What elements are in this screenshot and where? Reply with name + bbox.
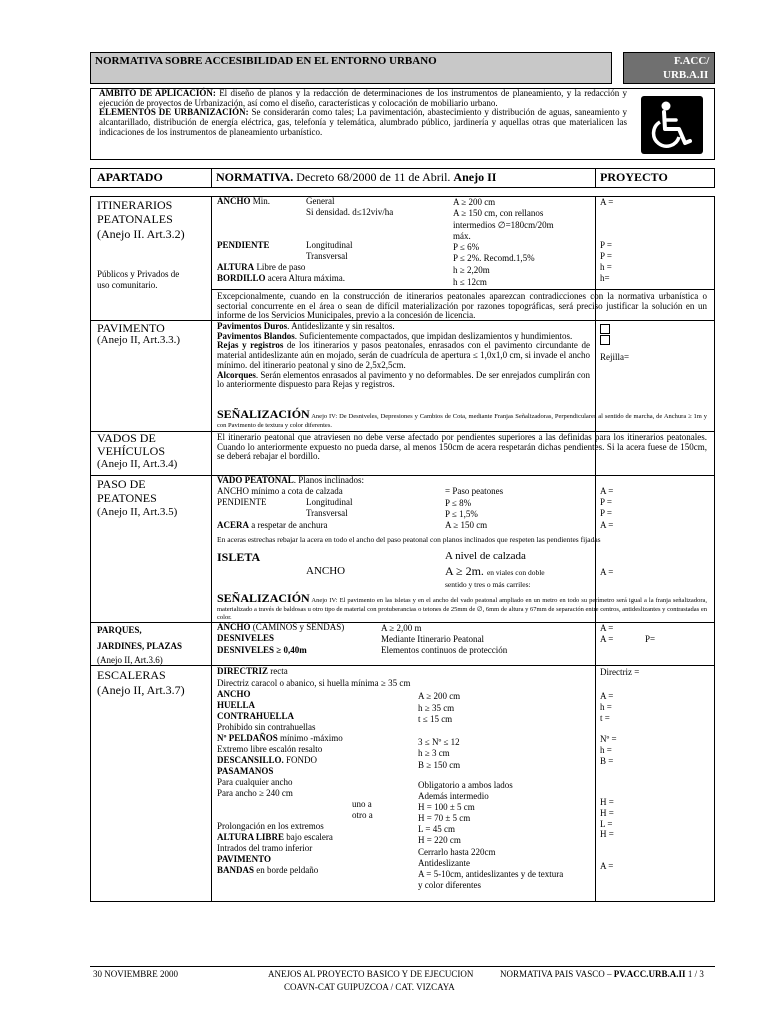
- parques-desniveles: DESNIVELES: [217, 633, 275, 643]
- esc-uno-a: uno a: [352, 799, 372, 809]
- esc-proy-a: A =: [600, 691, 614, 701]
- parques-proy-a2: A =: [600, 634, 614, 644]
- parques-title-1: PARQUES,: [97, 625, 142, 635]
- vados-text: El itinerario peatonal que atraviesen no debe verse afectado por pendientes superiores a las definidas para los itinerarios peatonales. Cuando lo anteriormente expuesto no pueda darse, al menos 150cm de acera respetarán dichas pendientes. Si la acera fuese de 150cm, se deberá rebajar el bordillo.: [217, 432, 707, 462]
- paso-vado: VADO PEATONAL. Planos inclinados:: [217, 475, 365, 485]
- checkbox-duros[interactable]: [600, 324, 610, 334]
- esc-huella: HUELLA: [217, 700, 256, 710]
- paso-isleta-nivel: A nivel de calzada: [445, 550, 526, 562]
- itin-bordillo: BORDILLO acera Altura máxima.: [217, 273, 345, 283]
- itin-proy-p2: P =: [600, 251, 612, 261]
- footer-center-1: ANEJOS AL PROYECTO BASICO Y DE EJECUCION: [268, 969, 474, 979]
- esc-ancho240: Para ancho ≥ 240 cm: [217, 788, 293, 798]
- esc-pavimento: PAVIMENTO: [217, 854, 272, 864]
- esc-prohibido: Prohibido sin contrahuellas: [217, 722, 316, 732]
- esc-directriz: DIRECTRIZ recta: [217, 666, 288, 676]
- itin-ancho-v2: A ≥ 150 cm, con rellanos: [453, 208, 544, 218]
- esc-v-bandas-2: y color diferentes: [418, 880, 481, 890]
- ambito-label: AMBITO DE APLICACIÓN:: [99, 88, 216, 98]
- pavimento-title: PAVIMENTO: [97, 321, 165, 335]
- paso-title-2: PEATONES: [97, 491, 157, 505]
- parques-ancho: ANCHO (CAMINOS y SENDAS): [217, 622, 345, 632]
- itin-proy-h1: h =: [600, 262, 612, 272]
- parques-ancho-v: A ≥ 2,00 m: [381, 623, 422, 633]
- wheelchair-accessibility-icon: [641, 96, 703, 154]
- pav-rejilla: Rejilla=: [600, 352, 630, 362]
- paso-ancho-v: = Paso peatones: [445, 486, 504, 496]
- code-line-1: F.ACC/: [674, 55, 710, 67]
- esc-proy-H2: H =: [600, 808, 614, 818]
- paso-longitudinal: Longitudinal: [306, 497, 353, 507]
- itin-transversal: Transversal: [306, 251, 348, 261]
- page-title: NORMATIVA SOBRE ACCESIBILIDAD EN EL ENTORNO URBANO: [95, 55, 437, 67]
- pavimento-ref: (Anejo II, Art.3.3.): [97, 334, 181, 346]
- parques-proy-a1: A =: [600, 623, 614, 633]
- itinerarios-note-2: uso comunitario.: [97, 280, 158, 290]
- esc-v-ademas: Además intermedio: [418, 791, 489, 801]
- itin-densidad: Si densidad. d≤12viv/ha: [306, 207, 394, 217]
- esc-proy-h: h =: [600, 702, 612, 712]
- header-normativa: NORMATIVA. Decreto 68/2000 de 11 de Abril. Anejo II: [216, 170, 497, 184]
- itin-pend-v1: P ≤ 6%: [453, 242, 480, 252]
- paso-isleta: ISLETA: [217, 550, 261, 564]
- itin-general: General: [306, 196, 335, 206]
- paso-ref: (Anejo II, Art.3.5): [97, 506, 178, 518]
- paso-acera: ACERA a respetar de anchura: [217, 520, 328, 530]
- parques-desniveles-v: Mediante Itinerario Peatonal: [381, 634, 484, 644]
- paso-proy-a1: A =: [600, 486, 614, 496]
- esc-proy-directriz: Directriz =: [600, 667, 640, 677]
- esc-otro-a: otro a: [352, 810, 373, 820]
- elementos-label: ELEMENTOS DE URBANIZACIÓN:: [99, 107, 249, 118]
- escaleras-ref: (Anejo II, Art.3.7): [97, 683, 185, 697]
- itin-proy-p1: P =: [600, 240, 612, 250]
- itin-pendiente: PENDIENTE: [217, 240, 270, 250]
- vados-title-1: VADOS DE: [97, 431, 156, 445]
- paso-pend-v1: P ≤ 8%: [445, 498, 472, 508]
- checkbox-blandos[interactable]: [600, 335, 610, 345]
- esc-altura: ALTURA LIBRE bajo escalera: [217, 832, 333, 842]
- paso-proy-isleta: A =: [600, 567, 614, 577]
- paso-acera-v: A ≥ 150 cm: [445, 520, 488, 530]
- itin-altura: ALTURA Libre de paso: [217, 262, 306, 272]
- itin-ancho-v1: A ≥ 200 cm: [453, 197, 496, 207]
- itin-excepcion: Excepcionalmente, cuando en la construcción de itinerarios peatonales aparezcan contradicciones con la normativa urbanística o sectorial concurrente en el área o sean de difícil materialización por razones topográficas, será preciso justificar la solución en un informe de los Servicios Municipales, previo a la concesión de licencia.: [217, 291, 707, 321]
- footer-date: 30 NOVIEMBRE 2000: [93, 969, 178, 979]
- esc-v-fondo: B ≥ 150 cm: [418, 760, 461, 770]
- parques-ref: (Anejo II, Art.3.6): [97, 655, 163, 665]
- itinerarios-title-1: ITINERARIOS: [97, 198, 173, 212]
- itinerarios-ref: (Anejo II. Art.3.2): [97, 227, 185, 241]
- esc-bandas: BANDAS en borde peldaño: [217, 865, 319, 875]
- paso-aceras-note: En aceras estrechas rebajar la acera en todo el ancho del paso peatonal con planos inclinados que respeten las pendientes fijadas: [217, 535, 601, 544]
- paso-pendiente: PENDIENTE: [217, 497, 267, 507]
- esc-contrahuella: CONTRAHUELLA: [217, 711, 295, 721]
- paso-ancho: ANCHO mínimo a cota de calzada: [217, 486, 343, 496]
- escaleras-title: ESCALERAS: [97, 668, 166, 682]
- itin-pend-v2: P ≤ 2%. Recomd.1,5%: [453, 253, 535, 263]
- paso-isleta-v-note2: sentido y tres o más carriles:: [445, 580, 531, 589]
- footer-right: NORMATIVA PAIS VASCO – PV.ACC.URB.A.II 1 / 3: [500, 969, 704, 979]
- paso-proy-p1: P =: [600, 497, 612, 507]
- esc-intrados: Intrados del tramo inferior: [217, 843, 313, 853]
- esc-v-ancho: A ≥ 200 cm: [418, 691, 461, 701]
- itin-altura-v: h ≥ 2,20m: [453, 265, 490, 275]
- esc-v-h2: H = 70 ± 5 cm: [418, 813, 471, 823]
- footer-center-2: COAVN-CAT GUIPUZCOA / CAT. VIZCAYA: [284, 982, 455, 992]
- paso-transversal: Transversal: [306, 508, 348, 518]
- itinerarios-title-2: PEATONALES: [97, 212, 173, 226]
- itin-proy-a: A =: [600, 197, 614, 207]
- itin-proy-h2: h=: [600, 273, 610, 283]
- esc-proy-L: L =: [600, 819, 613, 829]
- paso-proy-p2: P =: [600, 508, 612, 518]
- pav-senalizacion: SEÑALIZACIÓN Anejo IV: De Desniveles, Depresiones y Cambios de Cota, mediante Franjas Señalizadoras, Perpendiculares al sentido de marcha, de Anchura ≥ 1m y con Pavimento de textura y color diferentes.: [217, 407, 707, 429]
- esc-v-antides: Antideslizante: [418, 858, 470, 868]
- footer-rule: [90, 966, 715, 967]
- esc-v-oblig: Obligatorio a ambos lados: [418, 780, 513, 790]
- vados-title-2: VEHÍCULOS: [97, 444, 165, 458]
- esc-proy-n: Nº =: [600, 734, 617, 744]
- esc-proy-H1: H =: [600, 797, 614, 807]
- esc-prolongacion: Prolongación en los extremos: [217, 821, 324, 831]
- esc-proy-b: B =: [600, 756, 614, 766]
- header-apartado: APARTADO: [97, 170, 163, 184]
- esc-proy-A2: A =: [600, 861, 614, 871]
- paso-pend-v2: P ≤ 1,5%: [445, 509, 478, 519]
- paso-senalizacion: SEÑALIZACIÓN Anejo IV: El pavimento en las isletas y en el ancho del vado peatonal ampliado en un metro en todo su perímetro será igual a la franja señalizadora, materializado a través de baldosas u otro tipo de material con protuberancias o tetones de 25mm de ∅, 6mm de altura y 67mm de separación entre centros, antideslizantes y contrastadas en color.: [217, 591, 707, 621]
- paso-title-1: PASO DE: [97, 477, 146, 491]
- esc-proy-t: t =: [600, 713, 610, 723]
- header-proyecto: PROYECTO: [600, 170, 668, 184]
- itin-longitudinal: Longitudinal: [306, 240, 353, 250]
- parques-desniveles-2: DESNIVELES ≥ 0,40m: [217, 645, 307, 655]
- esc-proy-H3: H =: [600, 829, 614, 839]
- parques-proy-p: P=: [645, 634, 656, 644]
- paso-proy-a2: A =: [600, 520, 614, 530]
- esc-v-peld: 3 ≤ Nº ≤ 12: [418, 737, 460, 747]
- itin-ancho-v4: máx.: [453, 231, 471, 241]
- esc-pasamanos: PASAMANOS: [217, 766, 274, 776]
- itinerarios-note-1: Públicos y Privados de: [97, 269, 180, 279]
- ambito-text: El diseño de planos y la redacción de determinaciones de los instrumentos de planeamiento, y la redacción y ejecución de proyectos de Urbanización, así como el diseño, características y colocación de mobiliario urbano.: [99, 88, 627, 108]
- esc-v-h3: H = 220 cm: [418, 835, 461, 845]
- esc-v-huella: h ≥ 35 cm: [418, 703, 455, 713]
- itin-ancho-v3: intermedios ∅=180cm/20m: [453, 220, 554, 230]
- itin-bordillo-v: h ≤ 12cm: [453, 277, 487, 287]
- esc-caracol: Directriz caracol o abanico, si huella mínima ≥ 35 cm: [217, 678, 411, 688]
- esc-v-contra: t ≤ 15 cm: [418, 714, 453, 724]
- pavimento-text: Pavimentos Duros. Antideslizante y sin resaltos. Pavimentos Blandos. Suficientemente compactados, que impidan deslizamientos y hundimientos. Rejas y registros de los itinerarios y pasos peatonales, enrasados con el pavimento circundante de material antideslizante aún en mojado, serán de cuadrícula de apertura ≤ 1,0x1,0 cm, si invade el ancho mínimo. del itinerario peatonal y sino de 2,5x2,5cm. Alcorques. Serán elementos enrasados al pavimento y no deformables. De ser enrejados cumplirán con lo anteriormente dispuesto para Rejas y registros.: [217, 321, 591, 390]
- vados-ref: (Anejo II, Art.3.4): [97, 458, 178, 470]
- esc-ancho: ANCHO: [217, 689, 251, 699]
- scope-text: [99, 89, 627, 138]
- esc-v-cerrado: Cerrarlo hasta 220cm: [418, 847, 496, 857]
- itin-ancho: ANCHO Min.: [217, 196, 271, 206]
- esc-v-bandas-1: A = 5-10cm, antideslizantes y de textura: [418, 869, 564, 879]
- esc-v-resalto: h ≥ 3 cm: [418, 748, 450, 758]
- paso-isleta-ancho: ANCHO: [306, 565, 346, 577]
- esc-descansillo: DESCANSILLO. FONDO: [217, 755, 318, 765]
- esc-proy-h2: h =: [600, 745, 612, 755]
- elementos-text: Se considerarán como tales; La pavimentación, abastecimiento y distribución de aguas, saneamiento y alcantarillado, distribución de energía eléctrica, gas, telefonía y telemática, alumbrado público, jardinería y aquellas otras que materialicen las indicaciones de los instrumentos de planeamiento urbanístico.: [99, 107, 628, 137]
- parques-title-2: JARDINES, PLAZAS: [97, 641, 183, 651]
- esc-v-l: L = 45 cm: [418, 824, 455, 834]
- parques-desniveles-2-v: Elementos continuos de protección: [381, 645, 508, 655]
- code-line-2: URB.A.II: [663, 69, 709, 81]
- paso-isleta-v: A ≥ 2m. en viales con doble: [445, 564, 545, 578]
- esc-peldanos: Nº PELDAÑOS mínimo -máximo: [217, 733, 343, 743]
- esc-extremo: Extremo libre escalón resalto: [217, 744, 323, 754]
- esc-v-h1: H = 100 ± 5 cm: [418, 802, 475, 812]
- esc-cualquier: Para cualquier ancho: [217, 777, 293, 787]
